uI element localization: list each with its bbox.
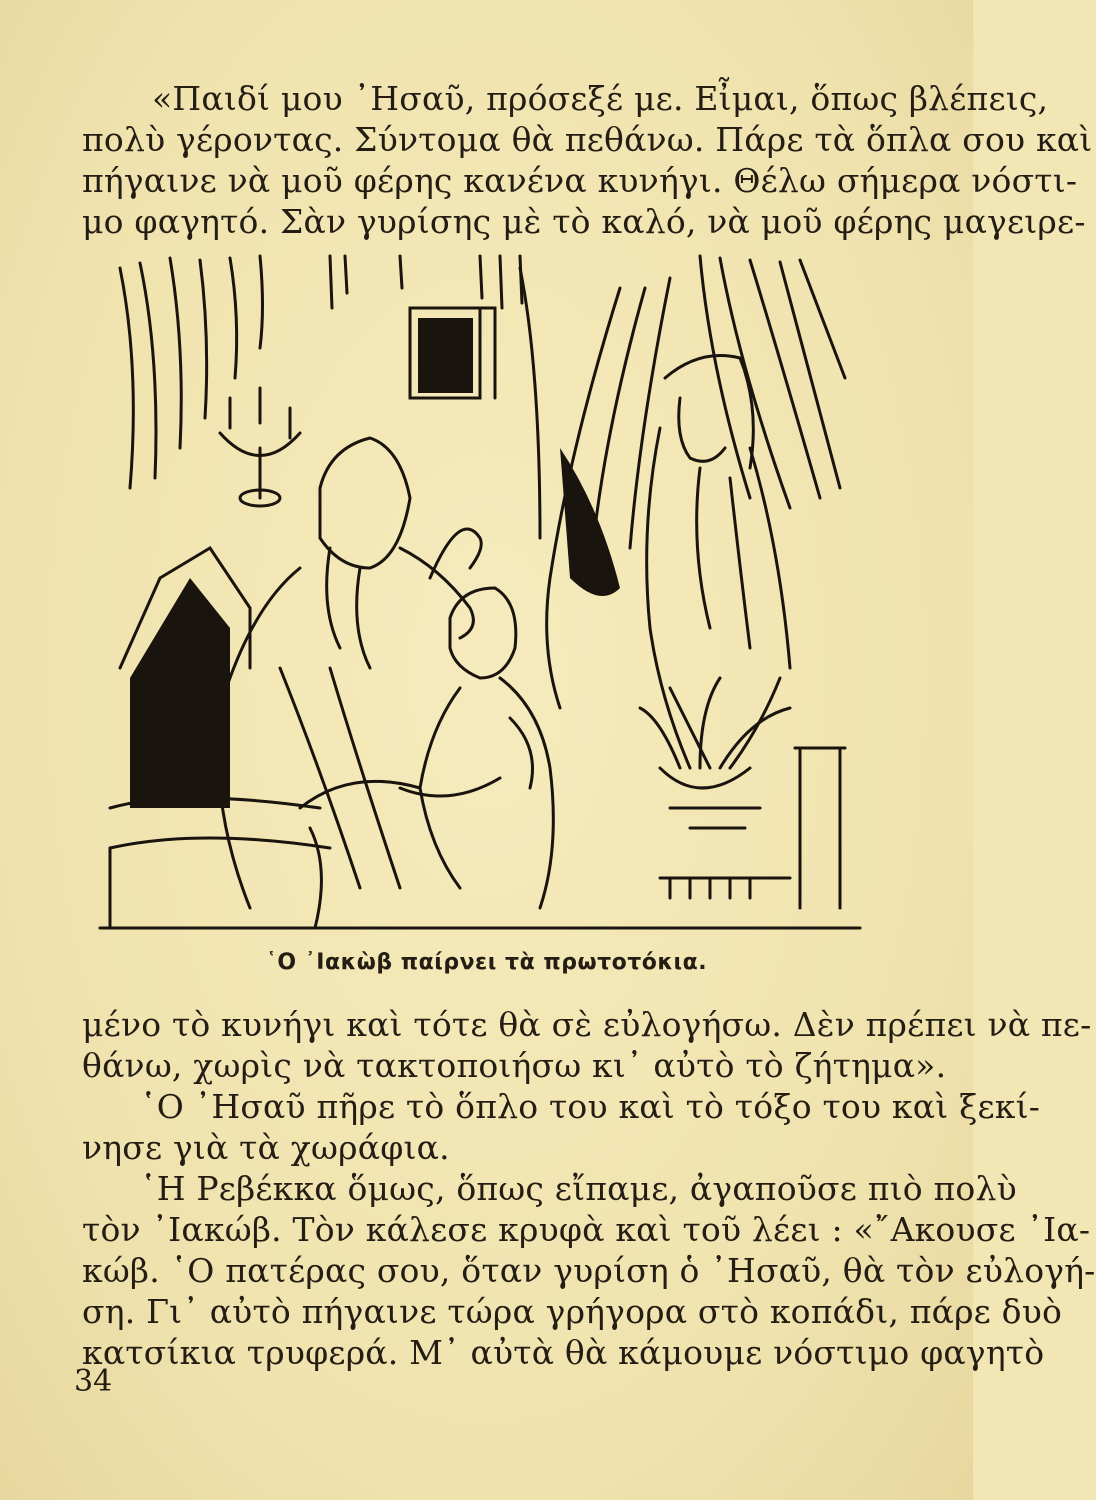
text-line: κατσίκια τρυφερά. Μ᾿ αὐτὰ θὰ κάμουμε νόστιμο φαγητὸ xyxy=(82,1333,1045,1372)
text-line: ση. Γι᾿ αὐτὸ πήγαινε τώρα γρήγορα στὸ κοπάδι, πάρε δυὸ xyxy=(82,1292,1063,1331)
text-line: τὸν ᾿Ιακώβ. Τὸν κάλεσε κρυφὰ καὶ τοῦ λέει : «῎Ακουσε ᾿Ια- xyxy=(82,1210,1091,1249)
text-line: μο φαγητό. Σὰν γυρίσης μὲ τὸ καλό, νὰ μοῦ φέρης μαγειρε- xyxy=(82,202,1086,241)
top-paragraph xyxy=(82,78,1093,242)
text-line: θάνω, χωρὶς νὰ τακτοποιήσω κι᾿ αὐτὸ τὸ ζήτημα». xyxy=(82,1046,947,1085)
illustration-caption: ῾Ο ᾿Ιακὼβ παίρνει τὰ πρωτοτόκια. xyxy=(265,950,708,975)
bottom-paragraphs xyxy=(82,1004,1096,1373)
text-line: πήγαινε νὰ μοῦ φέρης κανένα κυνήγι. Θέλω σήμερα νόστι- xyxy=(82,161,1078,200)
text-line: ῾Η Ρεβέκκα ὅμως, ὅπως εἴπαμε, ἀγαποῦσε πιὸ πολὺ xyxy=(140,1169,1017,1208)
page-number: 34 xyxy=(74,1364,113,1399)
text-line: κώβ. ῾Ο πατέρας σου, ὅταν γυρίση ὁ ᾿Ησαῦ, θὰ τὸν εὐλογή- xyxy=(82,1251,1096,1290)
illustration xyxy=(100,248,860,948)
text-line: ῾Ο ᾿Ησαῦ πῆρε τὸ ὅπλο του καὶ τὸ τόξο του καὶ ξεκί- xyxy=(140,1087,1041,1126)
text-line: πολὺ γέροντας. Σύντομα θὰ πεθάνω. Πάρε τὰ ὅπλα σου καὶ xyxy=(82,120,1093,159)
text-line: νησε γιὰ τὰ χωράφια. xyxy=(82,1128,450,1167)
text-line: «Παιδί μου ᾿Ησαῦ, πρόσεξέ με. Εἶμαι, ὅπως βλέπεις, xyxy=(152,79,1049,118)
text-line: μένο τὸ κυνήγι καὶ τότε θὰ σὲ εὐλογήσω. Δὲν πρέπει νὰ πε- xyxy=(82,1005,1092,1044)
